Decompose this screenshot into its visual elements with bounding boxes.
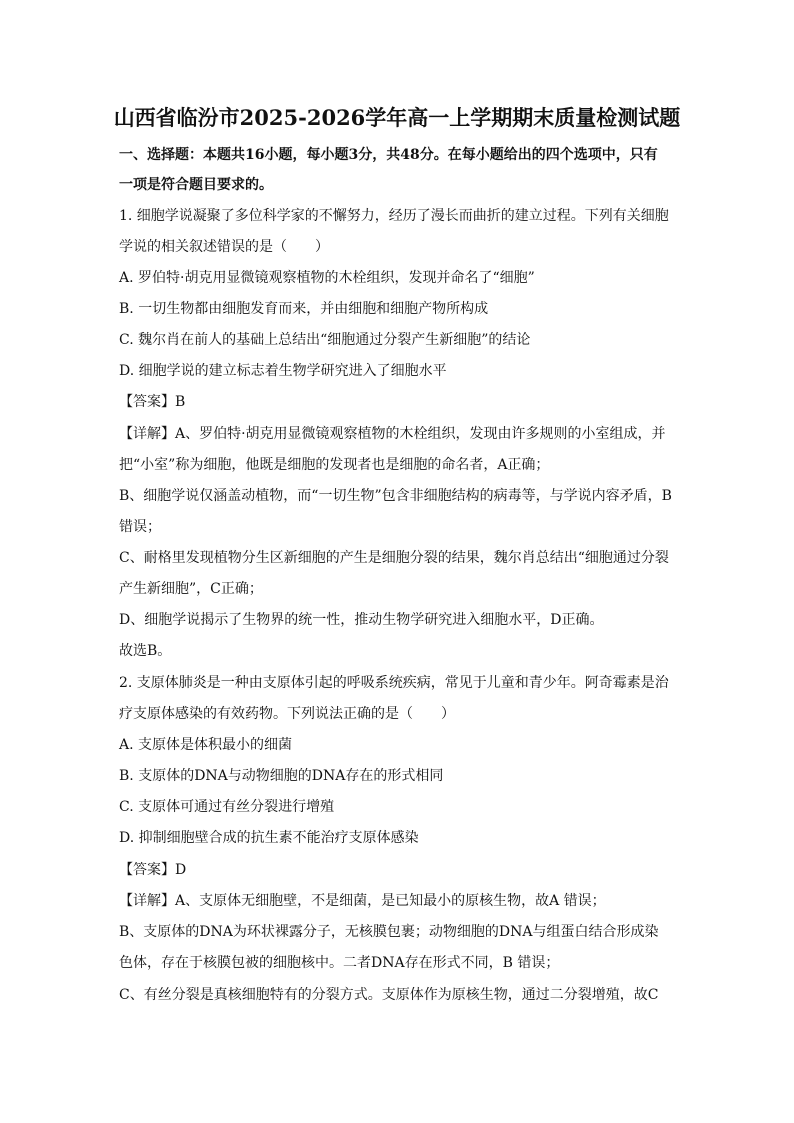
section-instruction-line-2: 一项是符合题目要求的。: [119, 177, 273, 193]
q2-stem-line-2: 疗支原体感染的有效药物。下列说法正确的是（ ）: [119, 706, 455, 722]
q2-option-d: D. 抑制细胞壁合成的抗生素不能治疗支原体感染: [119, 830, 419, 846]
q1-option-c: C. 魏尔肖在前人的基础上总结出“细胞通过分裂产生新细胞”的结论: [119, 332, 531, 348]
q1-answer: 【答案】B: [119, 394, 186, 410]
q1-option-d: D. 细胞学说的建立标志着生物学研究进入了细胞水平: [119, 363, 447, 379]
q2-option-b: B. 支原体的DNA与动物细胞的DNA存在的形式相同: [119, 768, 444, 784]
q1-option-a: A. 罗伯特·胡克用显微镜观察植物的木栓组织，发现并命名了“细胞”: [119, 270, 535, 286]
q1-option-b: B. 一切生物都由细胞发育而来，并由细胞和细胞产物所构成: [119, 301, 489, 317]
q2-answer: 【答案】D: [119, 862, 187, 878]
q1-explanation-line-6: 产生新细胞”，C正确；: [119, 581, 263, 597]
q2-option-c: C. 支原体可通过有丝分裂进行增殖: [119, 799, 335, 815]
q2-explanation-line-4: C、有丝分裂是真核细胞特有的分裂方式。支原体作为原核生物，通过二分裂增殖，故C: [119, 987, 659, 1003]
q1-stem-line-2: 学说的相关叙述错误的是（ ）: [119, 239, 329, 255]
q2-explanation-line-1: 【详解】A、支原体无细胞壁，不是细菌，是已知最小的原核生物，故A 错误；: [119, 893, 606, 909]
q2-explanation-line-3: 色体，存在于核膜包被的细胞核中。二者DNA存在形式不同，B 错误；: [119, 955, 560, 971]
q1-explanation-line-2: 把“小室”称为细胞，他既是细胞的发现者也是细胞的命名者，A正确；: [119, 457, 550, 473]
q2-stem-line-1: 2. 支原体肺炎是一种由支原体引起的呼吸系统疾病，常见于儿童和青少年。阿奇霉素是治: [119, 675, 669, 691]
q2-explanation-line-2: B、支原体的DNA为环状裸露分子，无核膜包裹；动物细胞的DNA与组蛋白结合形成染: [119, 924, 659, 940]
q1-explanation-line-5: C、耐格里发现植物分生区新细胞的产生是细胞分裂的结果，魏尔肖总结出“细胞通过分裂: [119, 550, 669, 566]
q2-option-a: A. 支原体是体积最小的细菌: [119, 737, 293, 753]
q1-explanation-line-7: D、细胞学说揭示了生物界的统一性，推动生物学研究进入细胞水平，D正确。: [119, 612, 604, 628]
section-instruction-line-1: 一、选择题：本题共16小题，每小题3分，共48分。在每小题给出的四个选项中，只有: [119, 147, 658, 163]
q1-explanation-line-3: B、细胞学说仅涵盖动植物，而“一切生物”包含非细胞结构的病毒等，与学说内容矛盾，B: [119, 488, 672, 504]
q1-stem-line-1: 1. 细胞学说凝聚了多位科学家的不懈努力，经历了漫长而曲折的建立过程。下列有关细胞: [119, 208, 669, 224]
q1-explanation-line-4: 错误；: [119, 519, 161, 535]
page-title: 山西省临汾市2025-2026学年高一上学期期末质量检测试题: [113, 105, 681, 130]
q1-explanation-line-1: 【详解】A、罗伯特·胡克用显微镜观察植物的木栓组织，发现由许多规则的小室组成，并: [119, 426, 666, 442]
q1-explanation-line-8: 故选B。: [119, 643, 172, 659]
